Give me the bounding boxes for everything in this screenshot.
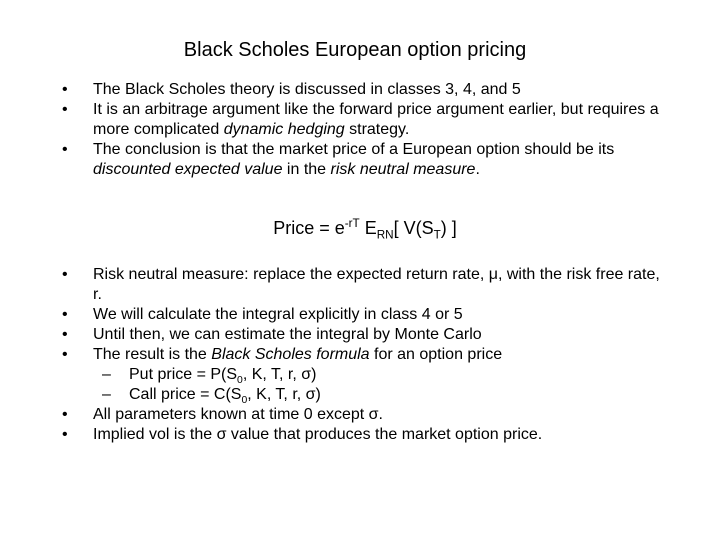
bullet-icon: •	[62, 426, 68, 443]
bullet-icon: •	[62, 346, 68, 363]
list-item: • All parameters known at time 0 except σ.	[62, 406, 383, 423]
bullet-icon: •	[62, 101, 68, 118]
dash-icon: –	[102, 386, 111, 403]
bullet-list-intro	[62, 80, 672, 180]
price-formula: Price = $e^{-rT}$ $E_{RN}$[ $V(S_T)$ ]	[273, 217, 457, 242]
list-item: • Implied vol is the σ value that produces the market option price.	[62, 426, 543, 443]
bullet-icon: •	[62, 326, 68, 343]
emphasis: Black Scholes formula	[211, 346, 370, 363]
sub-list-item: – Call price = $C(S_0$, K, T, r, σ)	[102, 386, 321, 407]
emphasis: risk neutral measure	[330, 161, 476, 178]
mu-symbol: μ	[488, 266, 498, 283]
slide-title: Black Scholes European option pricing	[183, 39, 527, 61]
list-item: • Until then, we can estimate the integral by Monte Carlo	[62, 326, 482, 343]
sub-list-item: – Put price = $P(S_0$, K, T, r, σ)	[102, 366, 317, 387]
sub-list	[93, 365, 672, 405]
bullet-icon: •	[62, 306, 68, 323]
list-item: • We will calculate the integral explicitly in class 4 or 5	[62, 306, 463, 323]
bullet-icon: •	[62, 81, 68, 98]
bullet-icon: •	[62, 406, 68, 423]
list-item: • Risk neutral measure: replace the expected return rate, μ, with the risk free rate, r.	[62, 266, 660, 303]
dash-icon: –	[102, 366, 111, 383]
list-item: • The Black Scholes theory is discussed in classes 3, 4, and 5	[62, 81, 521, 98]
bullet-list-details	[62, 265, 672, 445]
list-item: • The conclusion is that the market price of a European option should be its discounted expected value in the risk neutral measure.	[62, 141, 615, 178]
bullet-icon: •	[62, 266, 68, 283]
list-item: • It is an arbitrage argument like the forward price argument earlier, but requires a more complicated dynamic hedging strategy.	[62, 101, 659, 138]
bullet-icon: •	[62, 141, 68, 158]
emphasis: discounted expected value	[93, 161, 283, 178]
list-item: • The result is the Black Scholes formula for an option price – Put price = $P(S_0$, K, T, r, σ) – Call price = $C(S_0$, K, T, r, σ)	[62, 345, 672, 405]
emphasis: dynamic hedging	[223, 121, 345, 138]
